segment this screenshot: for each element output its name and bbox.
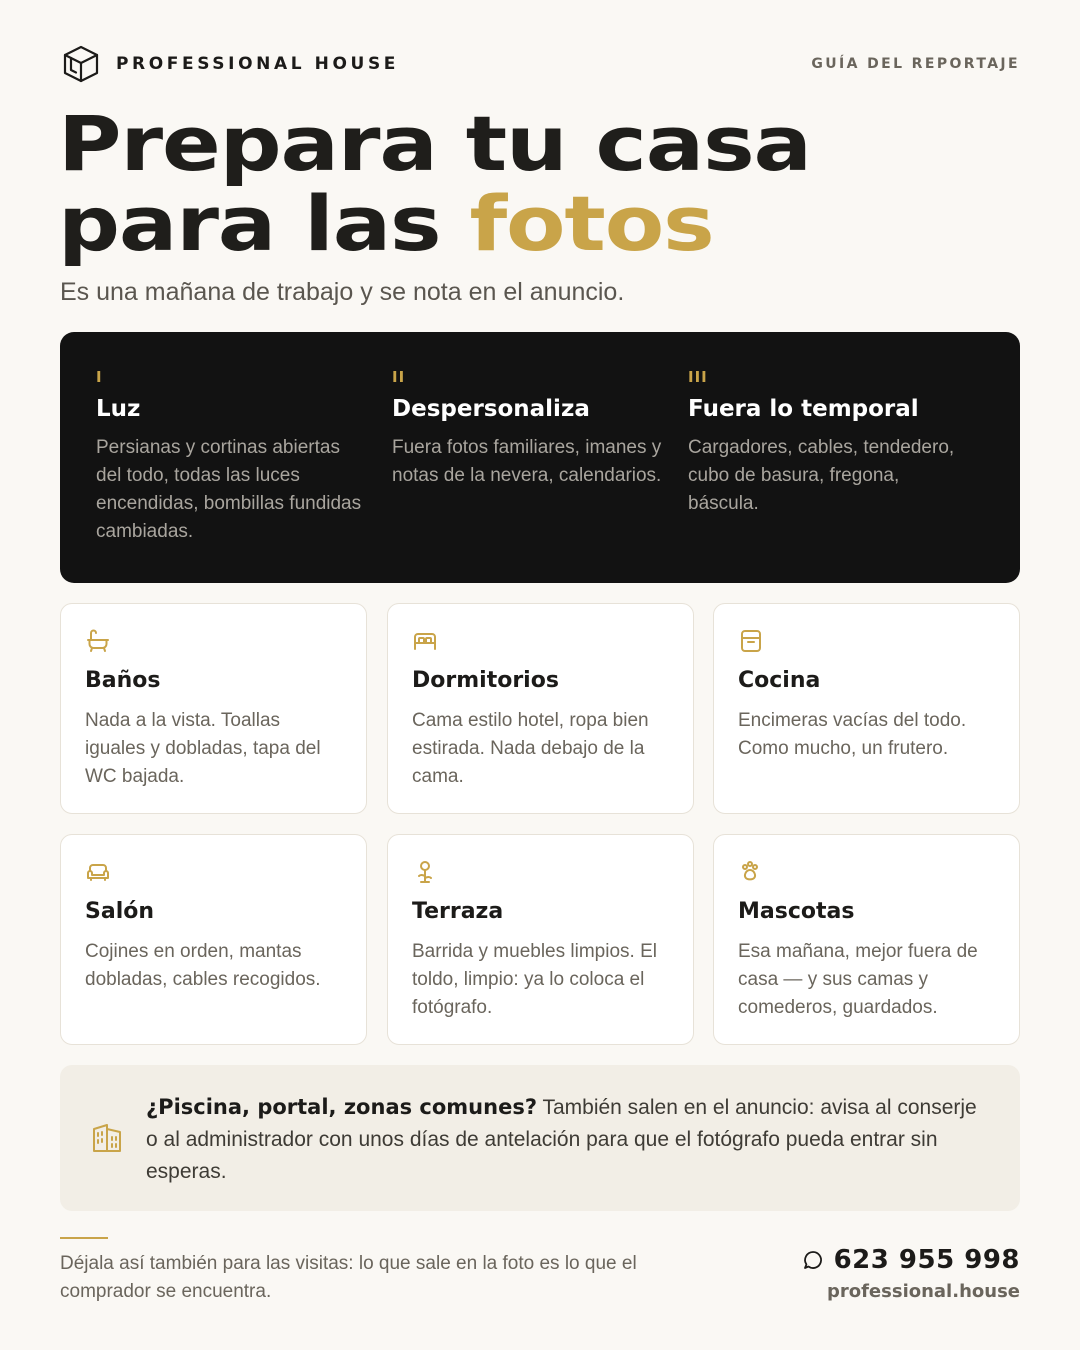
room-card-mascotas — [713, 834, 1020, 1045]
title-accent-word: fotos — [469, 179, 714, 268]
paw-icon — [738, 859, 764, 885]
header — [60, 42, 1020, 86]
footer-divider — [60, 1237, 108, 1239]
principle-title: Despersonaliza — [392, 396, 590, 422]
plant-icon — [412, 859, 438, 885]
room-card-text: Cama estilo hotel, ropa bien estirada. Nada debajo de la cama. — [412, 710, 649, 787]
principle-number: I — [96, 368, 103, 386]
principle-item — [96, 368, 392, 583]
phone-row[interactable] — [802, 1245, 1020, 1275]
room-card-salon — [60, 834, 367, 1045]
room-card-text: Nada a la vista. Toallas iguales y dobladas, tapa del WC bajada. — [85, 710, 321, 787]
principle-item — [392, 368, 688, 583]
note-text — [146, 1091, 992, 1188]
principle-title: Luz — [96, 396, 141, 422]
page-title — [58, 99, 1080, 268]
principle-text: Persianas y cortinas abiertas del todo, todas las luces encendidas, bombillas fundidas cambiadas. — [96, 437, 362, 542]
stove-icon — [738, 628, 764, 654]
room-card-title: Salón — [85, 899, 155, 924]
principles-panel — [60, 332, 1020, 583]
room-card-text: Esa mañana, mejor fuera de casa — y sus camas y comederos, guardados. — [738, 941, 978, 1018]
room-card-dormitorios — [387, 603, 694, 814]
guide-label: GUÍA DEL REPORTAJE — [811, 56, 1020, 72]
brand[interactable] — [60, 43, 399, 85]
room-card-title: Cocina — [738, 668, 821, 693]
room-card-banos — [60, 603, 367, 814]
principle-number: III — [688, 368, 708, 386]
room-card-text: Cojines en orden, mantas dobladas, cables recogidos. — [85, 941, 321, 990]
note-body: También salen en el anuncio: avisa al conserje o al administrador con unos días de antelación para que el fotógrafo pueda entrar sin esperas. — [146, 1096, 977, 1183]
building-icon — [90, 1121, 124, 1155]
principle-number: II — [392, 368, 406, 386]
room-card-text: Encimeras vacías del todo. Como mucho, un frutero. — [738, 710, 967, 759]
website-link[interactable]: professional.house — [826, 1281, 1020, 1302]
principle-text: Cargadores, cables, tendedero, cubo de basura, fregona, báscula. — [688, 437, 955, 514]
room-card-cocina — [713, 603, 1020, 814]
chat-bubble-icon — [802, 1249, 824, 1271]
brand-name: PROFESSIONAL HOUSE — [116, 54, 400, 74]
bathtub-icon — [85, 628, 111, 654]
common-areas-note — [60, 1065, 1020, 1211]
room-card-terraza — [387, 834, 694, 1045]
sofa-icon — [85, 859, 111, 885]
room-card-text: Barrida y muebles limpios. El toldo, limpio: ya lo coloca el fotógrafo. — [412, 941, 657, 1018]
room-card-title: Terraza — [412, 899, 504, 924]
title-line-2-prefix: para las — [58, 179, 470, 268]
room-card-title: Dormitorios — [412, 668, 559, 693]
footer-text: Déjala así también para las visitas: lo que sale en la foto es lo que el comprador se encuentra. — [60, 1253, 637, 1302]
principle-title: Fuera lo temporal — [688, 396, 919, 422]
phone-number[interactable]: 623 955 998 — [833, 1245, 1020, 1275]
room-card-title: Baños — [85, 668, 161, 693]
bed-icon — [412, 628, 438, 654]
contact — [802, 1245, 1020, 1302]
principle-item — [688, 368, 984, 583]
note-bold-question: ¿Piscina, portal, zonas comunes? — [146, 1095, 538, 1119]
principle-text: Fuera fotos familiares, imanes y notas de la nevera, calendarios. — [392, 437, 662, 486]
house-cube-logo-icon — [60, 43, 102, 85]
room-card-title: Mascotas — [738, 899, 855, 924]
title-line-1: Prepara tu casa — [58, 99, 811, 188]
subtitle: Es una mañana de trabajo y se nota en el anuncio. — [60, 278, 625, 306]
